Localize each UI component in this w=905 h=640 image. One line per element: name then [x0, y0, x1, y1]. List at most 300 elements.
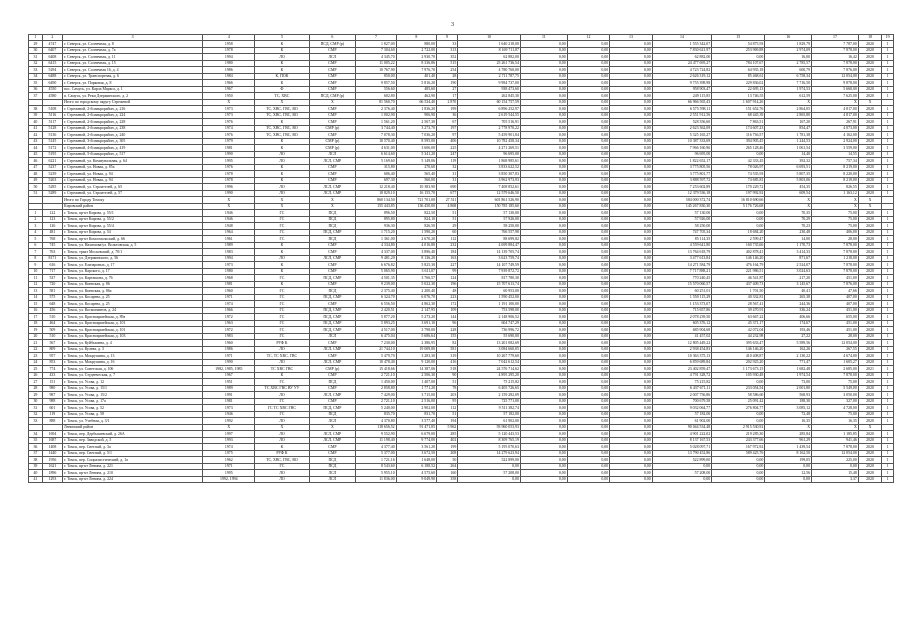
table-cell: 1896: [42, 470, 62, 477]
table-cell: 7 878,00: [812, 47, 859, 54]
table-cell: 515: [437, 60, 458, 67]
repair-program-table: [28, 34, 894, 483]
table-cell: 3 715,00: [396, 392, 436, 399]
column-number-cell: 1: [29, 35, 43, 41]
table-cell: 7 976,70: [396, 67, 436, 74]
table-cell: 1946: [203, 216, 255, 223]
table-cell: 4 868: [437, 203, 458, 210]
table-cell: 2020: [858, 184, 881, 191]
table-cell: 880,00: [396, 41, 436, 48]
table-cell: 437 409,73: [712, 281, 765, 288]
table-cell: г. Томск, ул. Куйбышева, д. 4: [63, 340, 203, 347]
table-cell: 407,00: [812, 301, 859, 308]
table-cell: 609,54: [765, 190, 812, 197]
table-cell: 766 557,98: [458, 229, 521, 236]
table-cell: СМР: [309, 281, 356, 288]
table-cell: 705 516,91: [458, 119, 521, 126]
table-cell: 745: [42, 242, 62, 249]
table-cell: 410 408,87: [712, 353, 765, 360]
table-cell: 763: [42, 249, 62, 256]
table-cell: 2020: [858, 398, 881, 405]
table-cell: 46 541,87: [712, 275, 765, 282]
table-cell: 151: [42, 379, 62, 386]
table-cell: г. Томск, пр-кт Кирова, д. 55/1: [63, 210, 203, 217]
table-cell: 1: [882, 106, 894, 113]
table-cell: 2020: [858, 86, 881, 93]
table-cell: 0,00: [520, 281, 567, 288]
column-number-cell: 10: [458, 35, 521, 41]
table-cell: СМР (р): [309, 366, 356, 373]
table-cell: 4 674,00: [812, 353, 859, 360]
column-number-cell: 16: [765, 35, 812, 41]
table-cell: 51: [437, 379, 458, 386]
table-cell: ГС: [255, 229, 309, 236]
table-cell: 2 159 282,09: [458, 392, 521, 399]
table-cell: 15 707 613,74: [458, 281, 521, 288]
table-cell: 451,00: [812, 320, 859, 327]
table-cell: 2020: [858, 138, 881, 145]
table-cell: 14,00: [765, 236, 812, 243]
table-cell: 0,00: [610, 366, 653, 373]
table-cell: 1: [882, 320, 894, 327]
table-cell: 146 146,20: [712, 255, 765, 262]
table-cell: 2: [29, 216, 43, 223]
table-cell: г. Томск, пр-кт Ленина, д. 210: [63, 470, 203, 477]
table-cell: 4 791 328,72: [652, 372, 712, 379]
table-cell: г. Томск, ул. Мокрушина, д. 13: [63, 353, 203, 360]
table-cell: 1951: [203, 379, 255, 386]
table-cell: 575: [42, 294, 62, 301]
table-cell: 151 652,76: [712, 106, 765, 113]
table-cell: 75,00: [812, 210, 859, 217]
table-cell: 602,80: [356, 93, 396, 100]
table-cell: X: [858, 197, 881, 204]
table-cell: 58 250,00: [458, 223, 521, 230]
table-cell: 61 902,00: [458, 418, 521, 425]
table-cell: 2 858,80: [356, 385, 396, 392]
table-cell: 0,00: [610, 184, 653, 191]
table-cell: 850,00: [356, 73, 396, 80]
table-cell: СМР: [309, 353, 356, 360]
column-number-cell: 12: [567, 35, 610, 41]
table-cell: 1: [882, 119, 894, 126]
table-cell: СМР: [309, 398, 356, 405]
table-cell: 13 201 082,69: [458, 340, 521, 347]
table-cell: 5263: [42, 177, 62, 184]
table-cell: 677: [437, 190, 458, 197]
table-cell: 4 337,00: [356, 249, 396, 256]
table-cell: 1: [882, 158, 894, 165]
table-cell: 5 169,60: [356, 158, 396, 165]
table-cell: 648: [42, 301, 62, 308]
table-cell: 57 182,00: [458, 411, 521, 418]
table-cell: 736 996,72: [458, 327, 521, 334]
table-cell: 0,00: [610, 190, 653, 197]
table-cell: 0,00: [712, 223, 765, 230]
table-cell: 8 137 167,53: [652, 437, 712, 444]
table-cell: 116 736,57: [712, 132, 765, 139]
table-cell: 78 026,97: [712, 164, 765, 171]
table-cell: 358: [437, 476, 458, 483]
table-cell: 1: [882, 457, 894, 464]
table-cell: 509: [42, 327, 62, 334]
table-cell: X: [812, 424, 859, 431]
table-cell: 42 072,04: [712, 327, 765, 334]
table-cell: 1: [882, 54, 894, 61]
table-cell: г. Томск, тракт Московский, д. 70/1: [63, 249, 203, 256]
table-cell: 1 829,79: [765, 41, 812, 48]
table-cell: 1 218,00: [812, 255, 859, 262]
table-cell: 33: [29, 67, 43, 74]
table-cell: ГС: [255, 210, 309, 217]
table-cell: 57 208,00: [652, 470, 712, 477]
table-cell: 2020: [858, 372, 881, 379]
table-cell: ЛО: [255, 346, 309, 353]
table-cell: 3 283,30: [396, 353, 436, 360]
table-cell: ЛО: [255, 418, 309, 425]
table-cell: К: [255, 119, 309, 126]
table-cell: 0,00: [610, 476, 653, 483]
table-cell: ЛО: [255, 470, 309, 477]
table-cell: 6 676,82: [356, 262, 396, 269]
table-cell: 0,00: [567, 288, 610, 295]
table-cell: 8 336,86: [396, 60, 436, 67]
table-cell: ПСД: [309, 236, 356, 243]
table-cell: 2 516,00: [396, 398, 436, 405]
table-cell: 2 007 756,86: [652, 392, 712, 399]
table-cell: 655,00: [812, 314, 859, 321]
table-cell: 6408: [42, 54, 62, 61]
table-cell: 3,37: [812, 476, 859, 483]
table-cell: г. Северск, ул. Солнечная 16, д. 4: [63, 67, 203, 74]
table-cell: 0,00: [610, 119, 653, 126]
table-cell: ГС: [255, 314, 309, 321]
table-cell: 62 882,00: [652, 54, 712, 61]
table-cell: 19: [29, 327, 43, 334]
table-cell: 1 555 342,07: [652, 41, 712, 48]
table-cell: 1981: [203, 145, 255, 152]
table-cell: 9 049,90: [396, 476, 436, 483]
table-cell: 0,00: [610, 197, 653, 204]
table-cell: Итого по городскому округу Стрежевой: [63, 99, 203, 106]
table-cell: 1960: [203, 340, 255, 347]
table-cell: 0,00: [610, 437, 653, 444]
table-cell: 0,00: [520, 177, 567, 184]
table-cell: 1992, 1994: [203, 476, 255, 483]
table-cell: 1 439,54: [765, 444, 812, 451]
table-cell: 3 084 660,05: [458, 346, 521, 353]
table-cell: 7 878,00: [812, 268, 859, 275]
table-cell: 4 817,00: [812, 112, 859, 119]
table-cell: 16 810 690,66: [712, 197, 765, 204]
table-cell: 7 878,00: [812, 242, 859, 249]
table-cell: СМР: [309, 268, 356, 275]
table-cell: 720: [42, 281, 62, 288]
table-cell: 13 746,55: [712, 93, 765, 100]
table-cell: 1: [882, 307, 894, 314]
table-cell: 1: [882, 47, 894, 54]
table-cell: ЛСЛ, СМР: [309, 359, 356, 366]
table-cell: X: [812, 197, 859, 204]
table-cell: ЛСЛ: [309, 333, 356, 340]
table-cell: 2020: [858, 307, 881, 314]
table-cell: X: [309, 203, 356, 210]
table-cell: 35: [29, 437, 43, 444]
table-cell: 3 414,33: [765, 249, 812, 256]
table-cell: 3 744,40: [356, 125, 396, 132]
table-cell: 12 805 449,22: [652, 340, 712, 347]
table-cell: 0,00: [610, 405, 653, 412]
table-cell: 4: [29, 229, 43, 236]
table-cell: 0,00: [652, 463, 712, 470]
table-cell: 6490: [42, 80, 62, 87]
table-cell: 1990: [203, 359, 255, 366]
table-cell: 1: [882, 366, 894, 373]
table-cell: 1973: [203, 112, 255, 119]
table-cell: 42: [29, 132, 43, 139]
table-cell: 61 902,00: [652, 418, 712, 425]
table-cell: 2 785,57: [765, 60, 812, 67]
table-cell: X: [255, 99, 309, 106]
table-cell: 1: [882, 80, 894, 87]
table-cell: 1950: [203, 93, 255, 100]
table-cell: ТС, ХВС, ГВС, ВО: [255, 457, 309, 464]
table-cell: 2 902,00: [396, 405, 436, 412]
table-cell: 1: [882, 411, 894, 418]
table-cell: 3 577,40: [396, 418, 436, 425]
table-cell: 6 437 671,11: [652, 385, 712, 392]
table-cell: 2020: [858, 242, 881, 249]
table-cell: 7 966 160,96: [652, 145, 712, 152]
table-cell: 1983: [203, 249, 255, 256]
table-cell: 860 134,50: [356, 197, 396, 204]
table-cell: 10 570,40: [356, 138, 396, 145]
table-cell: ТС, ТС ХВС, ГВС: [255, 353, 309, 360]
table-cell: 2020: [858, 346, 881, 353]
table-cell: 13 764 618,79: [652, 249, 712, 256]
table-cell: 0,00: [712, 476, 765, 483]
table-cell: 2 685,00: [812, 366, 859, 373]
column-number-cell: 7: [356, 35, 396, 41]
table-cell: 0,00: [567, 216, 610, 223]
table-cell: 406,66: [765, 314, 812, 321]
table-cell: 2 420,51: [356, 307, 396, 314]
table-cell: ГС: [255, 463, 309, 470]
table-cell: ПСД: [309, 216, 356, 223]
table-cell: 3 888 597,72: [652, 177, 712, 184]
table-cell: 0,00: [610, 398, 653, 405]
table-cell: 21 744,10: [356, 346, 396, 353]
table-cell: 7 429,00: [356, 392, 396, 399]
table-cell: 0,00: [567, 431, 610, 438]
table-cell: 1: [882, 151, 894, 158]
table-cell: 6 556,50: [356, 301, 396, 308]
table-cell: 0,00: [567, 86, 610, 93]
table-cell: 0,00: [610, 301, 653, 308]
table-cell: 2020: [858, 171, 881, 178]
table-cell: 0,00: [610, 255, 653, 262]
table-cell: 3 672,50: [396, 450, 436, 457]
table-cell: 1: [882, 132, 894, 139]
table-cell: 18 829,10: [356, 190, 396, 197]
table-cell: СМР (р): [309, 145, 356, 152]
table-cell: 0,00: [567, 385, 610, 392]
table-cell: 29: [29, 392, 43, 399]
table-cell: 0,00: [520, 379, 567, 386]
table-cell: 1962: [203, 457, 255, 464]
table-cell: 33: [29, 418, 43, 425]
table-cell: г. Северск, ул. Солнечная, д. 11: [63, 54, 203, 61]
table-cell: 8 162,50: [765, 450, 812, 457]
table-cell: 4550: [42, 86, 62, 93]
table-cell: 47,66: [812, 288, 859, 295]
table-cell: 40: [29, 119, 43, 126]
table-cell: 46: [29, 158, 43, 165]
table-cell: 1978: [203, 171, 255, 178]
table-cell: 5 176 726,68: [712, 203, 765, 210]
table-cell: 5 459 901,84: [458, 132, 521, 139]
table-cell: г. Томск, ул. Дзержинского, д. 56: [63, 255, 203, 262]
table-cell: ПСД: [309, 457, 356, 464]
table-cell: 0,00: [610, 112, 653, 119]
table-cell: 2020: [858, 255, 881, 262]
table-cell: 6 693,51: [765, 164, 812, 171]
table-cell: 1: [882, 372, 894, 379]
table-cell: ЛСЛ: [309, 418, 356, 425]
table-cell: 584 000 372,74: [652, 197, 712, 204]
table-cell: СМР: [309, 242, 356, 249]
table-cell: СМР (р): [309, 125, 356, 132]
table-cell: г. Стрежевой, 2-й микрорайон, д. 228: [63, 119, 203, 126]
table-cell: 1946: [203, 210, 255, 217]
table-cell: 4 370,80: [356, 418, 396, 425]
table-cell: 17: [29, 314, 43, 321]
table-cell: 160: [437, 470, 458, 477]
table-cell: 5 955,10: [356, 470, 396, 477]
table-cell: 1997: [203, 431, 255, 438]
table-cell: 36: [29, 444, 43, 451]
column-number-cell: 13: [610, 35, 653, 41]
table-cell: 1972: [203, 314, 255, 321]
table-cell: 0,00: [520, 294, 567, 301]
table-cell: 0,00: [610, 320, 653, 327]
table-cell: 75,00: [812, 216, 859, 223]
table-cell: 5289: [42, 190, 62, 197]
table-cell: 197 992,92: [712, 190, 765, 197]
table-cell: 2 130,22: [765, 353, 812, 360]
table-cell: 0,00: [520, 255, 567, 262]
table-cell: К, ПОК: [255, 73, 309, 80]
table-cell: г. Томск, ул. Нахимова/ул. Вольтовская, д. 5: [63, 242, 203, 249]
table-cell: 6415: [42, 60, 62, 67]
table-cell: 510: [42, 314, 62, 321]
table-cell: 12: [29, 281, 43, 288]
table-cell: ГС: [255, 294, 309, 301]
table-cell: 6 575 598,11: [652, 106, 712, 113]
table-cell: 1980: [203, 60, 255, 67]
table-cell: 1: [882, 242, 894, 249]
table-cell: 4 723 724,82: [652, 67, 712, 74]
table-cell: г. Стрежевой, ул. Новая, д. 94: [63, 177, 203, 184]
table-cell: 0,00: [610, 132, 653, 139]
table-cell: г. Томск, пр-кт Ленина, д. 224: [63, 476, 203, 483]
table-cell: 15: [29, 301, 43, 308]
table-cell: 15 570 060,57: [652, 281, 712, 288]
table-cell: 25 091,42: [712, 398, 765, 405]
table-cell: 835,70: [356, 411, 396, 418]
table-cell: СМР: [309, 60, 356, 67]
table-cell: 5 893,25: [356, 320, 396, 327]
table-cell: 1: [882, 476, 894, 483]
table-cell: 0,00: [520, 242, 567, 249]
table-cell: 5 549,00: [812, 385, 859, 392]
table-cell: 0,00: [520, 184, 567, 191]
table-cell: 0,00: [812, 463, 859, 470]
table-cell: 2 721,10: [356, 398, 396, 405]
table-cell: ТС ХВС ГВС: [255, 366, 309, 373]
table-cell: 12 054,00: [812, 73, 859, 80]
table-cell: 5 589,56: [765, 340, 812, 347]
table-cell: 4 501,35: [356, 275, 396, 282]
table-cell: 2020: [858, 463, 881, 470]
table-cell: 2 551 912,56: [652, 112, 712, 119]
table-cell: 0,00: [520, 41, 567, 48]
table-cell: 0,00: [458, 476, 521, 483]
table-cell: 270,60: [396, 164, 436, 171]
table-cell: 0,00: [712, 418, 765, 425]
table-cell: К: [255, 60, 309, 67]
table-cell: г. Томск, ул. Киевская, д. 86: [63, 281, 203, 288]
table-cell: 227: [437, 262, 458, 269]
table-cell: СМР: [309, 80, 356, 87]
table-cell: 2 148 906,52: [458, 314, 521, 321]
table-cell: 9 120,00: [396, 359, 436, 366]
table-cell: г. Томск, ул. Киевская, д. 86а: [63, 288, 203, 295]
table-cell: 4580: [42, 93, 62, 100]
table-cell: 264: [437, 463, 458, 470]
table-cell: 197: [437, 125, 458, 132]
table-cell: 10 387 333,69: [652, 138, 712, 145]
table-cell: 0,00: [610, 177, 653, 184]
table-cell: ЛСЛ, СМР: [309, 346, 356, 353]
table-cell: ГС: [255, 275, 309, 282]
table-cell: К: [255, 242, 309, 249]
table-cell: X: [858, 203, 881, 210]
table-cell: 0,00: [610, 392, 653, 399]
table-cell: 0,00: [567, 457, 610, 464]
table-cell: 0,00: [520, 268, 567, 275]
table-cell: 2020: [858, 314, 881, 321]
table-cell: 0,00: [567, 242, 610, 249]
table-cell: г. Стрежевой, 2-й микрорайон, д. 240: [63, 132, 203, 139]
table-cell: 2020: [858, 444, 881, 451]
table-cell: 4 016,80: [396, 242, 436, 249]
table-cell: 41: [29, 125, 43, 132]
table-cell: 0,00: [520, 327, 567, 334]
table-cell: 5: [29, 236, 43, 243]
table-cell: 43: [29, 138, 43, 145]
table-cell: 1: [882, 93, 894, 100]
table-cell: 64 935,18: [712, 67, 765, 74]
table-cell: 988: [42, 398, 62, 405]
table-cell: ПСД: [309, 223, 356, 230]
table-cell: 581: [437, 346, 458, 353]
table-cell: 0,00: [567, 41, 610, 48]
table-cell: 7 042 612,54: [458, 359, 521, 366]
table-cell: 39: [29, 112, 43, 119]
table-cell: 233 054,54: [712, 385, 765, 392]
table-cell: 485,60: [396, 86, 436, 93]
